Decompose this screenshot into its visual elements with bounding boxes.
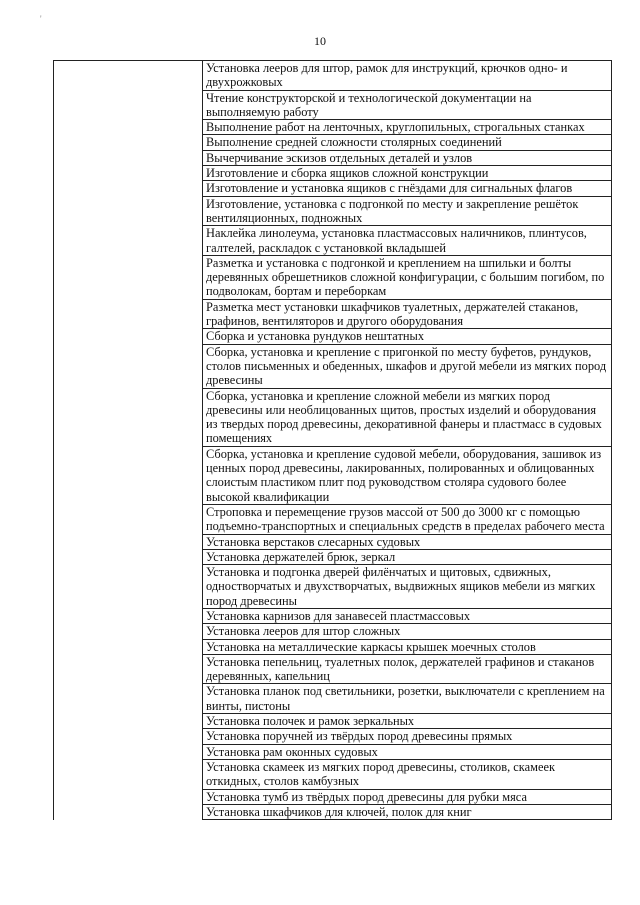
table-row: Установка и подгонка дверей филёнчатых и щитовых, сдвижных, одностворчатых и двухстворчатых, выдвижных ящиков мебели из мягких пород древесины [203, 565, 611, 609]
table-row: Чтение конструкторской и технологической документации на выполняемую работу [203, 91, 611, 121]
table-row: Разметка мест установки шкафчиков туалетных, держателей стаканов, графинов, вентиляторов и другого оборудования [203, 300, 611, 330]
table-row: Выполнение средней сложности столярных соединений [203, 135, 611, 150]
table-row: Установка поручней из твёрдых пород древесины прямых [203, 729, 611, 744]
table-row: Установка лееров для штор, рамок для инструкций, крючков одно- и двухрожковых [203, 61, 611, 91]
table-left-column [54, 61, 203, 820]
table-row: Изготовление, установка с подгонкой по месту и закрепление решёток вентиляционных, подножных [203, 197, 611, 227]
table-row: Установка держателей брюк, зеркал [203, 550, 611, 565]
table-row: Вычерчивание эскизов отдельных деталей и узлов [203, 151, 611, 166]
table-row: Выполнение работ на ленточных, круглопильных, строгальных станках [203, 120, 611, 135]
table-row: Изготовление и сборка ящиков сложной конструкции [203, 166, 611, 181]
table-row: Сборка, установка и крепление сложной мебели из мягких пород древесины или необлицованных щитов, простых изделий и оборудования из твердых пород древесины, декоративной фанеры и пластмасс в судовых помещениях [203, 389, 611, 447]
table-right-column [203, 61, 611, 820]
scan-speck: ' [40, 14, 42, 24]
table-row: Установка тумб из твёрдых пород древесины для рубки мяса [203, 790, 611, 805]
table-row: Установка полочек и рамок зеркальных [203, 714, 611, 729]
table-row: Сборка, установка и крепление судовой мебели, оборудования, зашивок из ценных пород древесины, лакированных, полированных и облицованных слоистым пластиком плит под руководством столяра судового более высокой квалификации [203, 447, 611, 505]
table-row: Установка верстаков слесарных судовых [203, 535, 611, 550]
table-row: Установка планок под светильники, розетки, выключатели с креплением на винты, пистоны [203, 684, 611, 714]
table-row: Наклейка линолеума, установка пластмассовых наличников, плинтусов, галтелей, раскладок с установкой вкладышей [203, 226, 611, 256]
table-row: Строповка и перемещение грузов массой от 500 до 3000 кг с помощью подъемно-транспортных и специальных средств в пределах рабочего места [203, 505, 611, 535]
table-row: Установка скамеек из мягких пород древесины, столиков, скамеек откидных, столов камбузных [203, 760, 611, 790]
work-table [53, 60, 612, 820]
table-row: Сборка и установка рундуков нештатных [203, 329, 611, 344]
page-number: 10 [314, 34, 326, 48]
table-row: Сборка, установка и крепление с пригонкой по месту буфетов, рундуков, столов письменных и обеденных, шкафов и другой мебели из мягких пород древесины [203, 345, 611, 389]
table-row: Установка шкафчиков для ключей, полок для книг [203, 805, 611, 820]
table-row: Установка лееров для штор сложных [203, 624, 611, 639]
table-row: Изготовление и установка ящиков с гнёздами для сигнальных флагов [203, 181, 611, 196]
table-row: Разметка и установка с подгонкой и креплением на шпильки и болты деревянных обрешетников сложной конфигурации, с большим погибом, по подволокам, бортам и переборкам [203, 256, 611, 300]
table-row: Установка на металлические каркасы крышек моечных столов [203, 640, 611, 655]
table-row: Установка карнизов для занавесей пластмассовых [203, 609, 611, 624]
table-row: Установка рам оконных судовых [203, 745, 611, 760]
table-row: Установка пепельниц, туалетных полок, держателей графинов и стаканов деревянных, капельниц [203, 655, 611, 685]
